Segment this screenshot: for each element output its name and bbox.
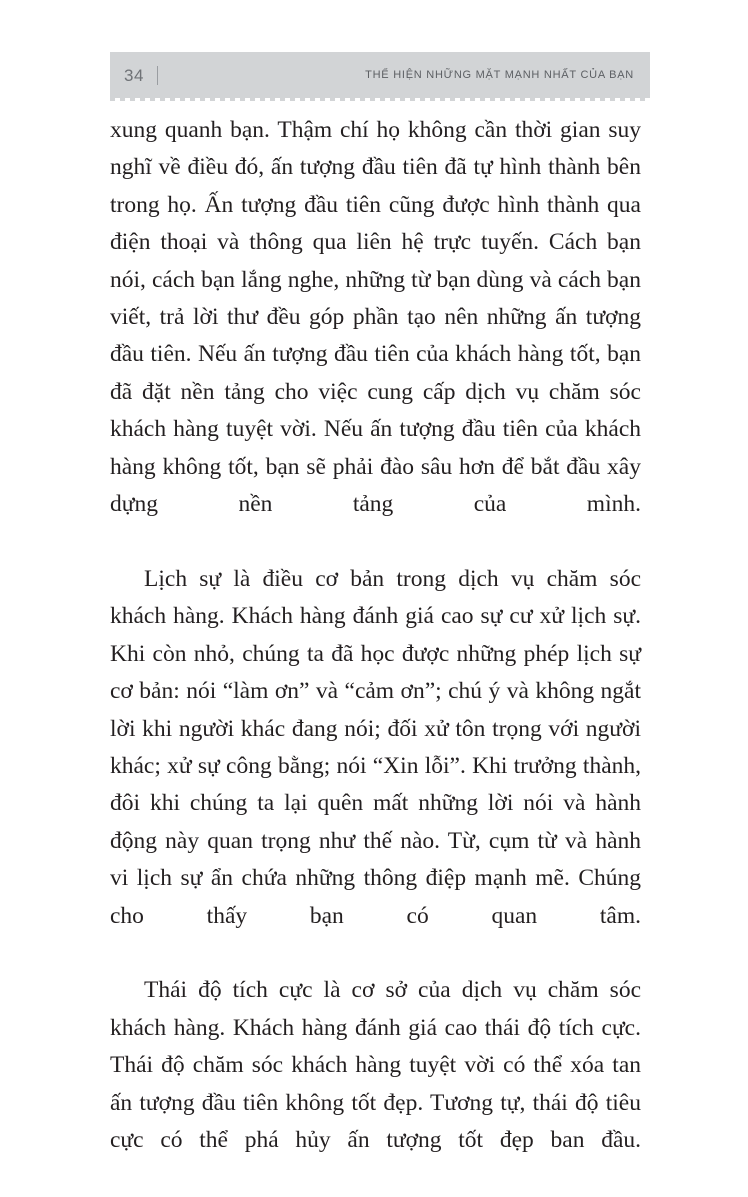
- paragraph: Thái độ tích cực là cơ sở của dịch vụ chăm sóc khách hàng. Khách hàng đánh giá cao thái độ tích cực. Thái độ chăm sóc khách hàng tuyệt vời có thể xóa tan ấn tượng đầu tiên không tốt đẹp. Tương tự, thái độ tiêu cực có thể phá hủy ấn tượng tốt đẹp ban đầu.: [110, 977, 641, 1153]
- folio-divider: [157, 66, 158, 85]
- chapter-title: THỂ HIỆN NHỮNG MẶT MẠNH NHẤT CỦA BẠN: [365, 68, 634, 81]
- page-number: 34: [124, 65, 144, 85]
- body-text-column: [110, 112, 641, 1197]
- running-head: [110, 52, 650, 98]
- paragraph: Lịch sự là điều cơ bản trong dịch vụ chăm sóc khách hàng. Khách hàng đánh giá cao sự cư xử lịch sự. Khi còn nhỏ, chúng ta đã học được những phép lịch sự cơ bản: nói “làm ơn” và “cảm ơn”; chú ý và không ngắt lời khi người khác đang nói; đối xử tôn trọng với người khác; xử sự công bằng; nói “Xin lỗi”. Khi trưởng thành, đôi khi chúng ta lại quên mất những lời nói và hành động này quan trọng như thế nào. Từ, cụm từ và hành vi lịch sự ẩn chứa những thông điệp mạnh mẽ. Chúng cho thấy bạn có quan tâm.: [110, 565, 641, 929]
- paragraph: xung quanh bạn. Thậm chí họ không cần thời gian suy nghĩ về điều đó, ấn tượng đầu tiên đã tự hình thành bên trong họ. Ấn tượng đầu tiên cũng được hình thành qua điện thoại và thông qua liên hệ trực tuyến. Cách bạn nói, cách bạn lắng nghe, những từ bạn dùng và cách bạn viết, trả lời thư đều góp phần tạo nên những ấn tượng đầu tiên. Nếu ấn tượng đầu tiên của khách hàng tốt, bạn đã đặt nền tảng cho việc cung cấp dịch vụ chăm sóc khách hàng tuyệt vời. Nếu ấn tượng đầu tiên của khách hàng không tốt, bạn sẽ phải đào sâu hơn để bắt đầu xây dựng nền tảng của mình.: [110, 117, 641, 518]
